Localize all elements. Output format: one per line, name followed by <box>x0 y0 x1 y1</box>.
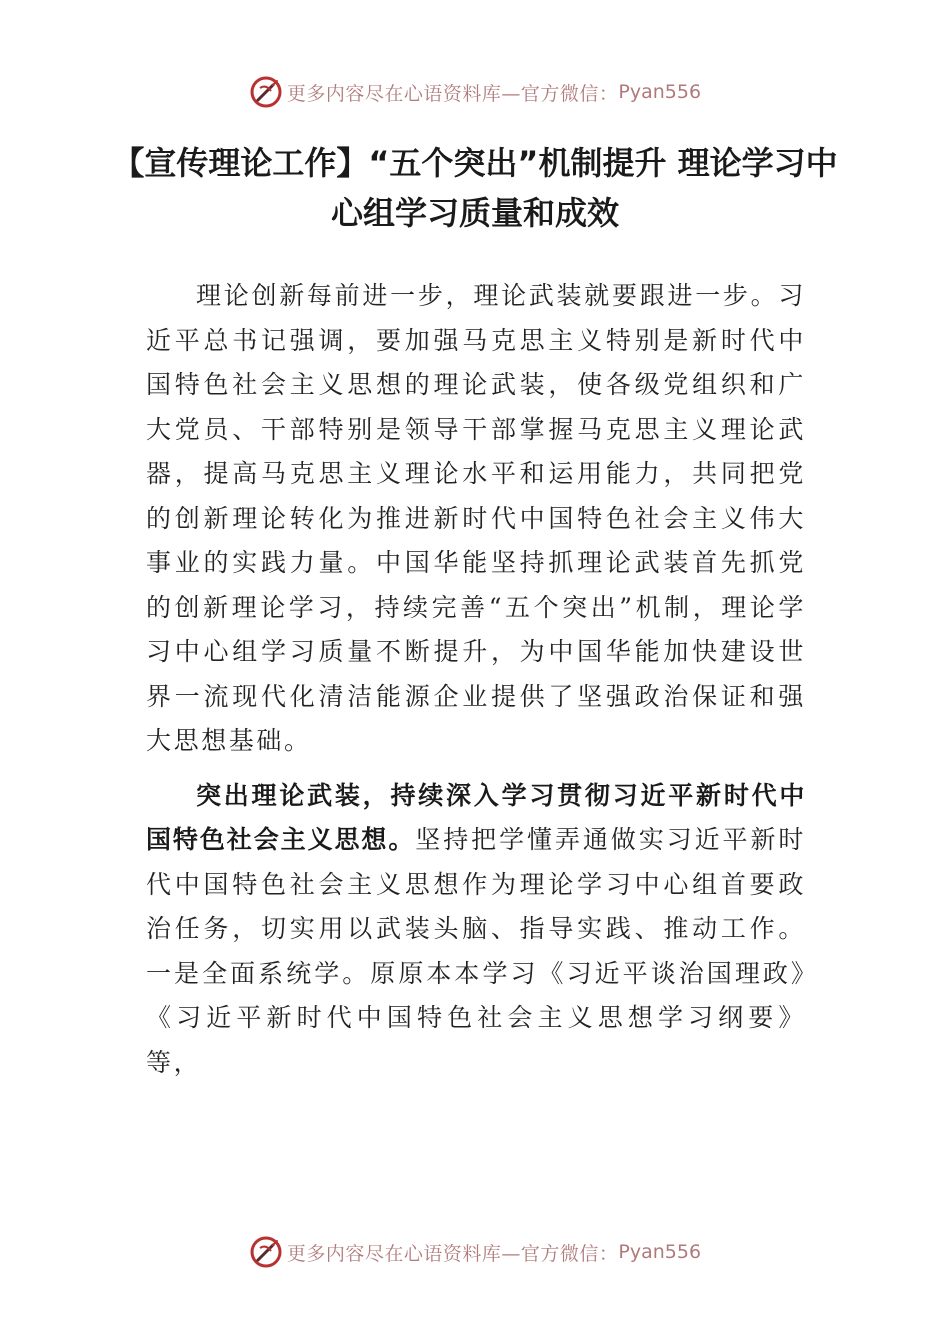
header-banner <box>0 72 950 112</box>
logo-icon <box>249 75 283 109</box>
wechat-handle: Pyan556 <box>618 81 702 103</box>
article-body <box>146 274 806 1095</box>
paragraph-text: 理论创新每前进一步，理论武装就要跟进一步。习近平总书记强调，要加强马克思主义特别是新时代中国特色社会主义思想的理论武装，使各级党组织和广大党员、干部特别是领导干部掌握马克思主义理论武器，提高马克思主义理论水平和运用能力，共同把党的创新理论转化为推进新时代中国特色社会主义伟大事业的实践力量。中国华能坚持抓理论武装首先抓党的创新理论学习，持续完善“五个突出”机制，理论学习中心组学习质量不断提升，为中国华能加快建设世界一流现代化清洁能源企业提供了坚强政治保证和强大思想基础。 <box>146 281 806 755</box>
logo-icon <box>249 1235 283 1269</box>
banner-text: 更多内容尽在心语资料库—官方微信： <box>286 1242 619 1265</box>
banner-text: 更多内容尽在心语资料库—官方微信： <box>286 82 619 105</box>
section-heading: 突出理论武装，持续深入学习贯彻习近平新时代中国特色社会主义思想。 <box>146 780 806 854</box>
wechat-handle: Pyan556 <box>618 1241 702 1263</box>
paragraph-section-1 <box>146 774 806 1086</box>
footer-banner <box>0 1232 950 1272</box>
paragraph-intro <box>146 274 806 764</box>
page-title: 【宣传理论工作】“五个突出”机制提升 理论学习中心组学习质量和成效 <box>112 144 838 232</box>
paragraph-text: 坚持把学懂弄通做实习近平新时代中国特色社会主义思想作为理论学习中心组首要政治任务，切实用以武装头脑、指导实践、推动工作。一是全面系统学。原原本本学习《习近平谈治国理政》《习近平新时代中国特色社会主义思想学习纲要》等， <box>146 825 806 1077</box>
